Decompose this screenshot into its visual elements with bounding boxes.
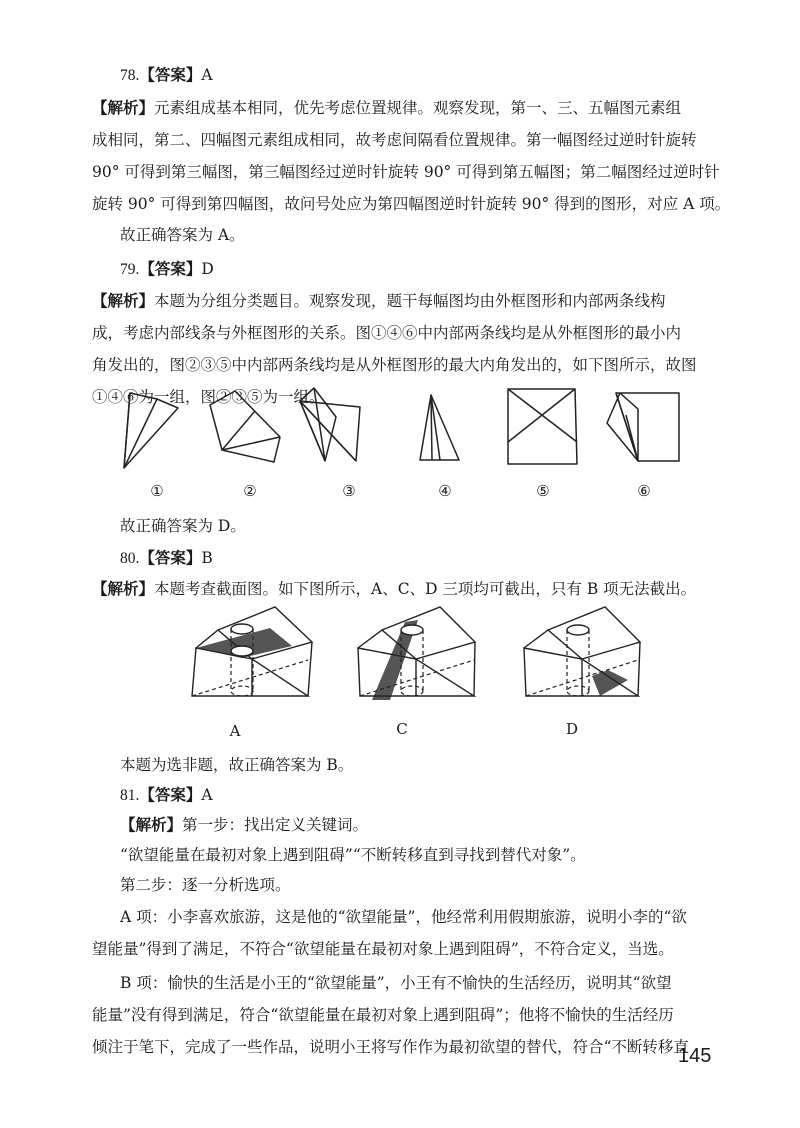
q80-header	[120, 545, 746, 571]
q81-option-b-line: 倾注于笔下，完成了一些作品，说明小王将写作作为最初欲望的替代，符合“不断转移直	[92, 1038, 689, 1056]
q81-option-b-line: B 项：愉快的生活是小王的“欲望能量”，小王有不愉快的生活经历，说明其“欲望	[120, 974, 672, 992]
figure-6-shape	[607, 393, 679, 461]
q78-analysis-line: 旋转 90° 可得到第四幅图，故问号处应为第四幅图逆时针旋转 90° 得到的图形，对应 A 项。	[92, 195, 731, 213]
analysis-label: 【解析】	[92, 580, 155, 598]
figure-label: ⑥	[637, 482, 651, 500]
q78-analysis-line: 【解析】元素组成基本相同，优先考虑位置规律。观察发现，第一、三、五幅图元素组	[92, 99, 682, 117]
q79-header	[120, 256, 746, 282]
figure-2-shape	[210, 391, 280, 462]
q81-option-a-line: 望能量”得到了满足，不符合“欲望能量在最初对象上遇到阻碍”，不符合定义，当选。	[92, 940, 674, 958]
q79-conclusion: 故正确答案为 D。	[120, 517, 246, 535]
figure-label: A	[229, 722, 241, 740]
q78-conclusion: 故正确答案为 A。	[120, 226, 245, 244]
figure-3-shape	[300, 388, 360, 461]
answer-label: 【答案】	[139, 786, 202, 804]
figure-label: C	[396, 720, 408, 738]
q81-option-a-line: A 项：小李喜欢旅游，这是他的“欲望能量”，他经常利用假期旅游，说明小李的“欲	[120, 908, 687, 926]
q79-analysis-line: 【解析】本题为分组分类题目。观察发现，题干每幅图均由外框图形和内部两条线构	[92, 292, 666, 310]
page-number: 145	[678, 1045, 712, 1067]
q81-analysis-line: 【解析】第一步：找出定义关键词。	[120, 816, 369, 834]
question-number: 78.	[120, 67, 140, 84]
analysis-label: 【解析】	[92, 99, 155, 117]
figure-label: ③	[342, 482, 356, 500]
question-number: 79.	[120, 261, 140, 278]
solid-c-figure	[358, 607, 475, 700]
analysis-label: 【解析】	[120, 816, 183, 834]
figure-label: ⑤	[536, 482, 550, 500]
question-number: 80.	[120, 550, 140, 567]
figure-label: ④	[438, 482, 452, 500]
answer-value: B	[201, 549, 213, 567]
q81-keywords: “欲望能量在最初对象上遇到阻碍”“不断转移直到寻找到替代对象”。	[120, 846, 586, 864]
solid-figures	[180, 600, 660, 718]
q79-analysis-line: 角发出的，图②③⑤中内部两条线均是从外框图形的最大内角发出的，如下图所示，故图	[92, 356, 697, 374]
q78-analysis-line: 90° 可得到第三幅图，第三幅图经过逆时针旋转 90° 可得到第五幅图；第二幅图经过逆时针	[92, 163, 720, 181]
q81-header	[120, 782, 746, 808]
q78-analysis-line: 成相同，第二、四幅图元素组成相同，故考虑间隔看位置规律。第一幅图经过逆时针旋转	[92, 131, 697, 149]
figure-label: ②	[243, 482, 257, 500]
answer-value: A	[201, 786, 213, 804]
analysis-label: 【解析】	[92, 292, 155, 310]
answer-label: 【答案】	[139, 66, 202, 84]
shape-figures	[110, 385, 710, 485]
solid-a-figure	[192, 607, 312, 696]
figure-1-shape	[124, 393, 178, 468]
q80-conclusion: 本题为选非题，故正确答案为 B。	[120, 756, 354, 774]
question-number: 81.	[120, 787, 140, 804]
figure-label: D	[565, 720, 579, 738]
q79-analysis-line: ①④⑥为一组，图②③⑤为一组。	[92, 388, 325, 406]
q79-analysis-line: 成，考虑内部线条与外框图形的关系。图①④⑥中内部两条线均是从外框图形的最小内	[92, 324, 682, 342]
answer-value: A	[201, 66, 213, 84]
solid-d-figure	[524, 607, 640, 696]
q81-option-b-line: 能量”没有得到满足，符合“欲望能量在最初对象上遇到阻碍”；他将不愉快的生活经历	[92, 1006, 674, 1024]
answer-label: 【答案】	[139, 549, 202, 567]
q78-header	[120, 62, 746, 88]
q80-analysis-line: 【解析】本题考查截面图。如下图所示，A、C、D 三项均可截出，只有 B 项无法截出。	[92, 580, 697, 598]
figure-label: ①	[150, 482, 164, 500]
answer-value: D	[201, 260, 214, 278]
figure-4-shape	[420, 395, 459, 460]
q81-step2: 第二步：逐一分析选项。	[120, 876, 291, 894]
figure-5-shape	[508, 389, 577, 464]
answer-label: 【答案】	[139, 260, 202, 278]
